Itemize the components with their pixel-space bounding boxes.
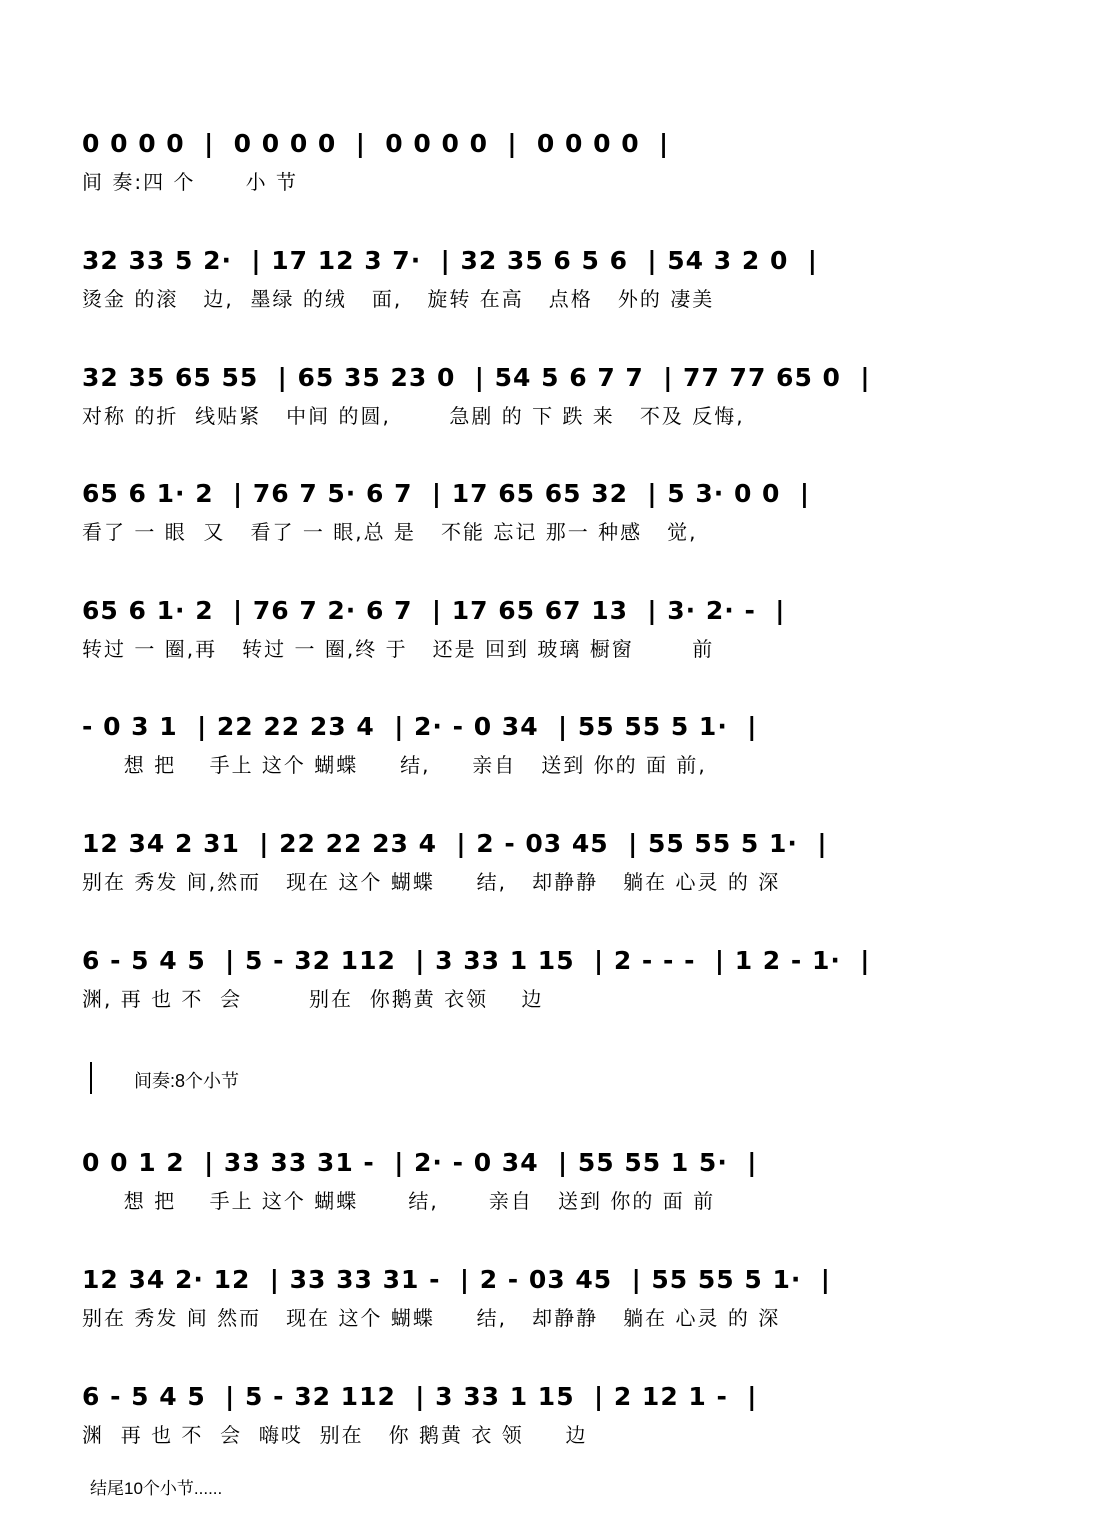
lyric-line: 对称 的折 线贴紧 中间 的圆, 急剧 的 下 跌 来 不及 反悔, [82, 404, 745, 428]
ending-note: 结尾10个小节...... [90, 1479, 223, 1498]
interlude-note [90, 1062, 390, 1094]
notation-line: 65 6 1· 2 | 76 7 5· 6 7 | 17 65 65 32 | 5 3· 0 0 | [82, 479, 810, 508]
lyric-line: 想 把 手上 这个 蝴蝶 结, 亲自 送到 你的 面 前, [82, 753, 707, 777]
notation-line: 6 - 5 4 5 | 5 - 32 112 | 3 33 1 15 | 2 12 1 - | [82, 1382, 758, 1411]
interlude-label: 间奏:8个小节 [134, 1071, 240, 1091]
notation-line: 0 0 0 0 | 0 0 0 0 | 0 0 0 0 | 0 0 0 0 | [82, 129, 670, 158]
lyric-line: 渊 再 也 不 会 嗨哎 别在 你 鹅黄 衣 领 边 [82, 1423, 588, 1447]
lyric-line: 转过 一 圈,再 转过 一 圈,终 于 还是 回到 玻璃 橱窗 前 [82, 637, 715, 661]
lyric-line: 别在 秀发 间,然而 现在 这个 蝴蝶 结, 却静静 躺在 心灵 的 深 [82, 870, 781, 894]
notation-line: 12 34 2 31 | 22 22 23 4 | 2 - 03 45 | 55 55 5 1· | [82, 829, 828, 858]
lyric-line: 间 奏:四 个 小 节 [82, 170, 298, 194]
notation-line: 6 - 5 4 5 | 5 - 32 112 | 3 33 1 15 | 2 - - - | 1 2 - 1· | [82, 946, 871, 975]
lyric-line: 别在 秀发 间 然而 现在 这个 蝴蝶 结, 却静静 躺在 心灵 的 深 [82, 1306, 781, 1330]
lyric-line: 看了 一 眼 又 看了 一 眼,总 是 不能 忘记 那一 种感 觉, [82, 520, 698, 544]
lyric-line: 渊, 再 也 不 会 别在 你鹅黄 衣领 边 [82, 987, 544, 1011]
notation-line: 32 33 5 2· | 17 12 3 7· | 32 35 6 5 6 | 54 3 2 0 | [82, 246, 818, 275]
lyric-line: 烫金 的滚 边, 墨绿 的绒 面, 旋转 在高 点格 外的 凄美 [82, 287, 715, 311]
notation-line: - 0 3 1 | 22 22 23 4 | 2· - 0 34 | 55 55 5 1· | [82, 712, 758, 741]
notation-line: 0 0 1 2 | 33 33 31 - | 2· - 0 34 | 55 55 1 5· | [82, 1148, 758, 1177]
interlude-barline [90, 1062, 92, 1094]
notation-line: 12 34 2· 12 | 33 33 31 - | 2 - 03 45 | 55 55 5 1· | [82, 1265, 831, 1294]
notation-line: 32 35 65 55 | 65 35 23 0 | 54 5 6 7 7 | 77 77 65 0 | [82, 363, 871, 392]
notation-line: 65 6 1· 2 | 76 7 2· 6 7 | 17 65 67 13 | 3· 2· - | [82, 596, 786, 625]
lyric-line: 想 把 手上 这个 蝴蝶 结, 亲自 送到 你的 面 前 [82, 1189, 716, 1213]
